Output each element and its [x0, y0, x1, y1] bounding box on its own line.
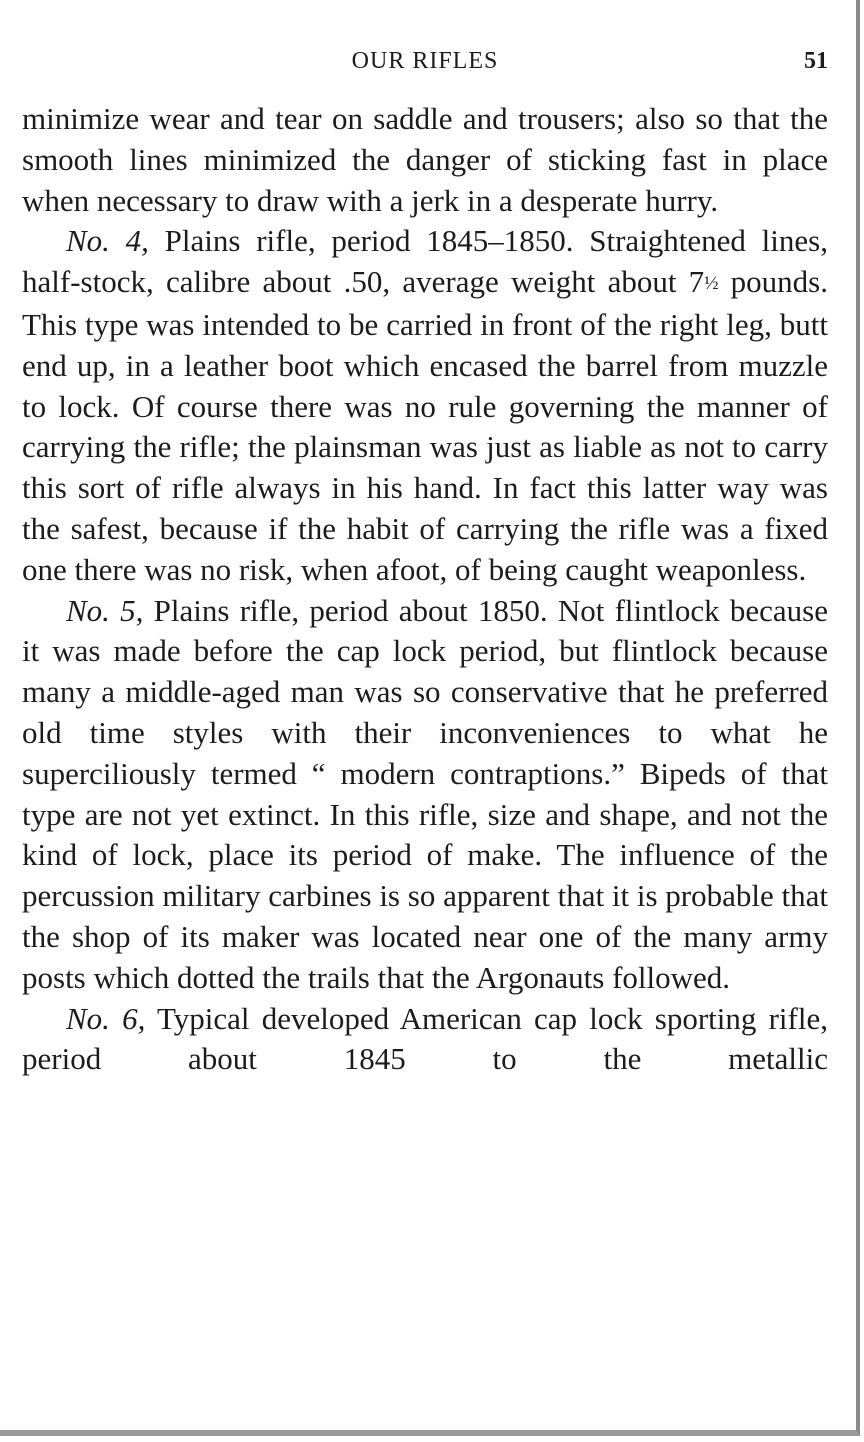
- paragraph-text: minimize wear and tear on saddle and trousers; also so that the smooth lines minimized the danger of sticking fast in place when necessary to draw with a jerk in a desperate hurry.: [22, 101, 828, 218]
- paragraph-no-6: [22, 999, 828, 1081]
- running-head: [22, 44, 828, 78]
- body-text: [22, 99, 828, 1080]
- paragraph-no-4: [22, 221, 828, 590]
- paragraph-continuation: [22, 99, 828, 221]
- paragraph-no-5: [22, 591, 828, 999]
- item-reference: No. 6,: [66, 1000, 146, 1036]
- paragraph-text: Plains rifle, period about 1850. Not flintlock because it was made before the cap lock period, but flintlock because many a middle-aged man was so conservative that he preferred old time styles with their inconveniences to what he superciliously termed “ modern contraptions.” Bipeds of that type are not yet extinct. In this rifle, size and shape, and not the kind of lock, place its period of make. The influence of the percussion military carbines is so apparent that it is probable that the shop of its maker was located near one of the many army posts which dotted the trails that the Argonauts followed.: [22, 592, 828, 995]
- page-number: 51: [804, 48, 828, 74]
- item-reference: No. 5,: [66, 592, 144, 628]
- fraction: ½: [704, 273, 719, 295]
- paragraph-text: pounds. This type was intended to be carried in front of the right leg, butt end up, in a leather boot which encased the barrel from muzzle to lock. Of course there was no rule governing the manner of carrying the rifle; the plainsman was just as liable as not to carry this sort of rifle always in his hand. In fact this latter way was the safest, because if the habit of carrying the rifle was a fixed one there was no risk, when afoot, of being caught weaponless.: [22, 264, 828, 587]
- running-title: OUR RIFLES: [351, 48, 499, 74]
- paragraph-text: Plains rifle, period 1845–1850. Straightened lines, half-stock, calibre about .50, average weight about 7: [22, 223, 828, 300]
- item-reference: No. 4,: [66, 223, 149, 259]
- paragraph-text: Typical developed American cap lock sporting rifle, period about 1845 to the metallic: [22, 1000, 828, 1077]
